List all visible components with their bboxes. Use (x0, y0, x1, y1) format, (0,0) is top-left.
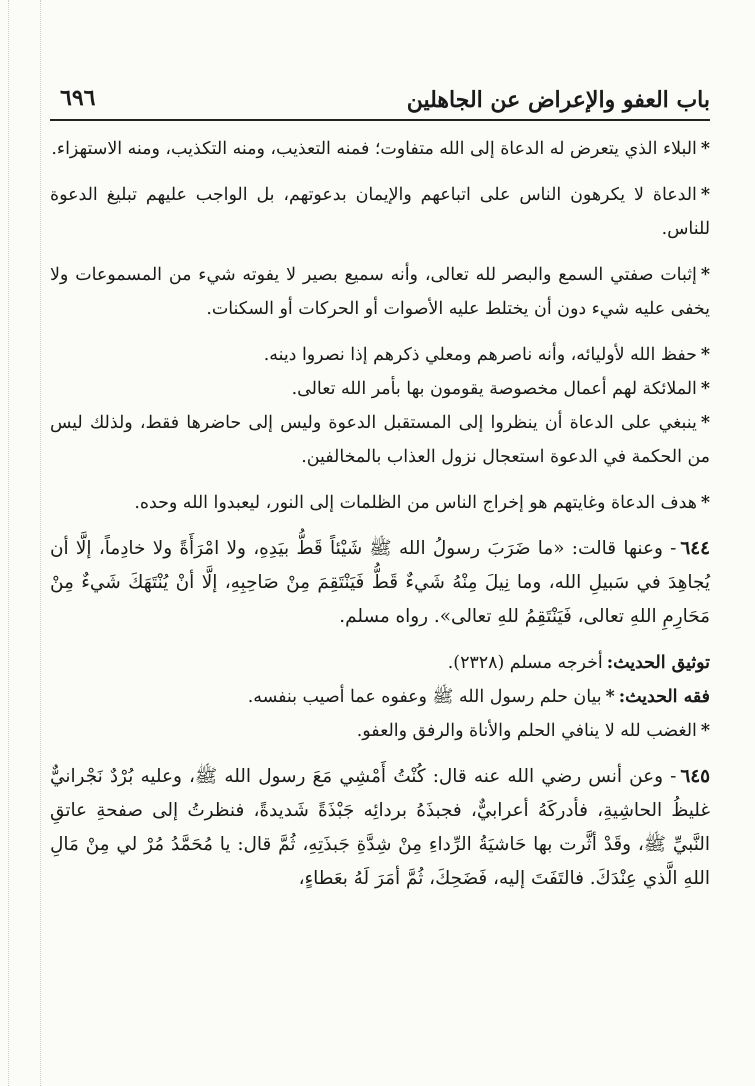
bullet-star: * (700, 139, 710, 159)
bullet-star: * (605, 687, 615, 707)
fiqh-point: فقه الحديث:*بيان حلم رسول الله ﷺ وعفوه عما أصيب بنفسه. (247, 687, 710, 707)
chapter-title: باب العفو والإعراض عن الجاهلين (406, 87, 710, 113)
tawthiq (50, 646, 710, 680)
margin-guide-inner (40, 0, 41, 1086)
bullet-star: * (700, 379, 710, 399)
bullet-star: * (700, 721, 710, 741)
bullet-point: *إثبات صفتي السمع والبصر لله تعالى، وأنه سميع بصير لا يفوته شيء من المسموعات ولا يخفى عليه شيء دون أن يختلط عليه الأصوات أو الحركات أو السكنات. (50, 265, 710, 319)
hadith-text: - وعنها قالت: «ما ضَرَبَ رسولُ الله ﷺ شَيْئاً قَطُّ بيَدِهِ، ولا امْرَأَةً ولا خادِماً، إلَّا أن يُجاهِدَ في سَبيلِ الله، وما نِيلَ مِنْهُ شَيءٌ قَطُّ فَيَنْتَقِمَ مِنْ صَاحِبِهِ، إلَّا أنْ يُنْتَهَكَ شَيءٌ مِنْ مَحَارِمِ اللهِ تعالى، فَيَنْتَقِمُ للهِ تعالى». رواه مسلم. (50, 538, 710, 627)
bullet-point: *البلاء الذي يتعرض له الدعاة إلى الله متفاوت؛ فمنه التعذيب، ومنه التكذيب، ومنه الاستهزاء. (51, 139, 710, 159)
hadith-text: - وعن أنس رضي الله عنه قال: كُنْتُ أَمْشِي مَعَ رسول الله ﷺ، وعليه بُرْدٌ نَجْرانيٌّ غليظُ الحاشِيةِ، فأدركَهُ أعرابيٌّ، فجبذَهُ بردائِه جَبْذَةً شَديدةً، فنظرتُ إلى صفحةِ عاتقِ النَّبيِّ ﷺ، وقَدْ أثَّرت بها حَاشيَةُ الرِّداءِ مِنْ شِدَّةِ جَبذَتِهِ، ثُمَّ قال: يا مُحَمَّدُ مُرْ لي مِنْ مَالِ اللهِ الَّذي عِنْدَكَ. فالتَفَتَ إليه، فَضَحِكَ، ثُمَّ أمَرَ لَهُ بعَطاءٍ، (50, 766, 710, 889)
bullet-point: *الدعاة لا يكرهون الناس على اتباعهم والإيمان بدعوتهم، بل الواجب عليهم تبليغ الدعوة للناس. (50, 185, 710, 239)
book-page (50, 0, 710, 1086)
margin-guide-left (8, 0, 9, 1086)
fiqh-point: *الغضب لله لا ينافي الحلم والأناة والرفق والعفو. (356, 721, 710, 741)
hadith-number: ٦٤٤ (680, 538, 710, 559)
bullet-star: * (700, 413, 710, 433)
bullet-point: *حفظ الله لأوليائه، وأنه ناصرهم ومعلي ذكرهم إذا نصروا دينه. (263, 345, 710, 365)
fiqh-label: فقه الحديث: (618, 687, 710, 707)
bullet-star: * (700, 265, 710, 285)
bullet-star: * (700, 493, 710, 513)
running-header (50, 85, 710, 121)
bullet-star: * (700, 345, 710, 365)
bullet-point: *هدف الدعاة وغايتهم هو إخراج الناس من الظلمات إلى النور، ليعبدوا الله وحده. (134, 493, 710, 513)
hadith-644 (50, 532, 710, 634)
hadith-number: ٦٤٥ (680, 766, 710, 787)
bullet-point: *الملائكة لهم أعمال مخصوصة يقومون بها بأمر الله تعالى. (291, 379, 710, 399)
bullet-point: *ينبغي على الدعاة أن ينظروا إلى المستقبل الدعوة وليس إلى حاضرها فقط، ولذلك ليس من الحكمة في الدعوة استعجال نزول العذاب بالمخالفين. (50, 413, 710, 467)
bullet-star: * (700, 185, 710, 205)
tawthiq-label: توثيق الحديث: (606, 653, 710, 673)
tawthiq-text: أخرجه مسلم (٢٣٢٨). (447, 653, 603, 673)
page-number: ٦٩٦ (60, 85, 96, 111)
hadith-645 (50, 760, 710, 896)
page-body (50, 132, 710, 896)
